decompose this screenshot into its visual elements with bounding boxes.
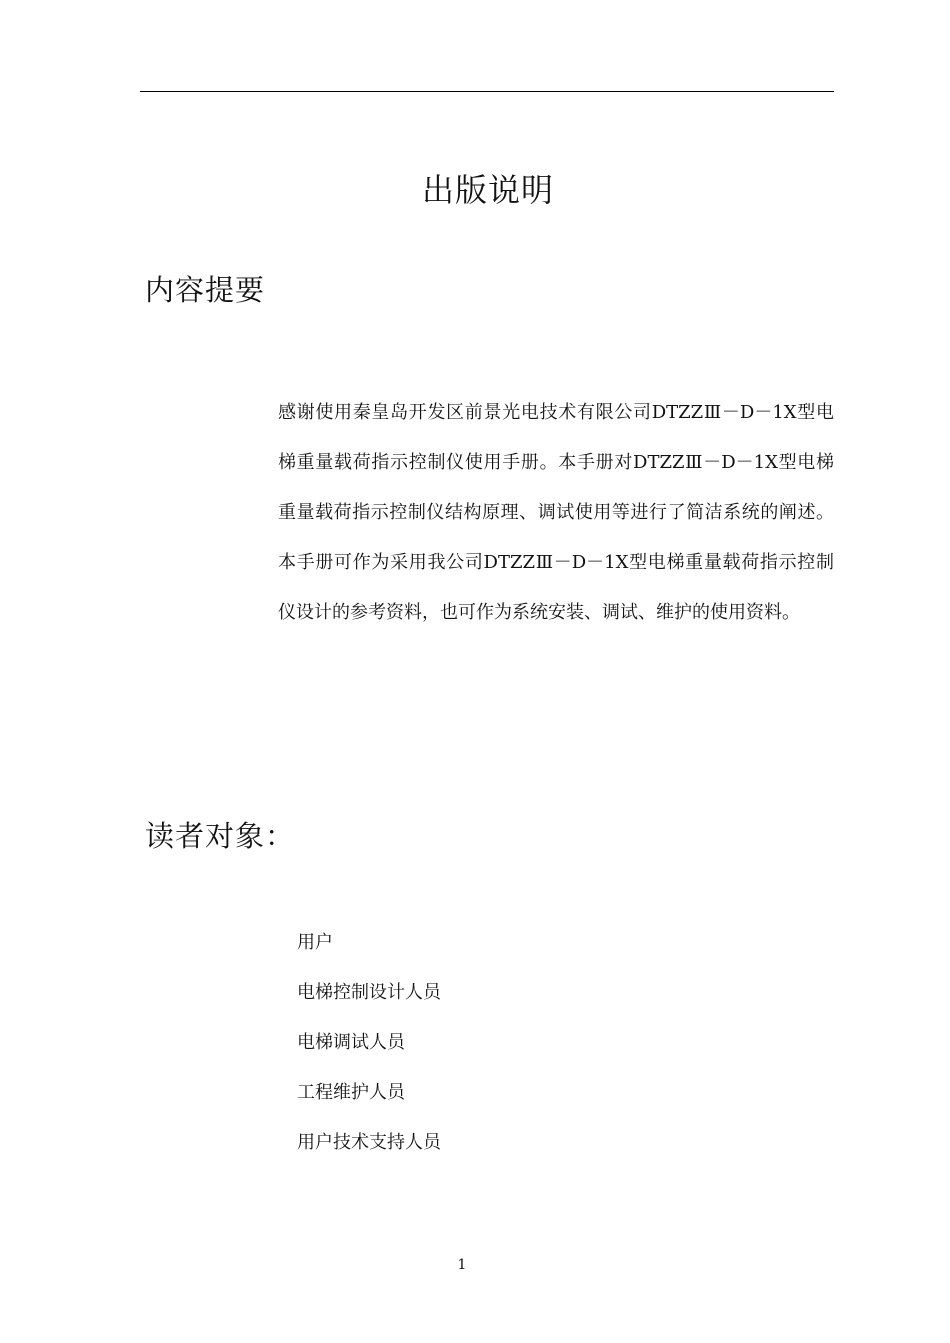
- readers-heading: 读者对象：: [145, 819, 296, 853]
- list-item: 电梯控制设计人员: [297, 982, 441, 1003]
- list-item: 电梯调试人员: [297, 1032, 405, 1053]
- page-title: 出版说明: [421, 171, 554, 209]
- summary-heading: 内容提要: [145, 273, 266, 307]
- header-rule: [140, 91, 834, 92]
- readers-list: [297, 918, 441, 1168]
- summary-paragraph: 感谢使用秦皇岛开发区前景光电技术有限公司DTZZⅢ－D－1X型电梯重量载荷指示控制仪使用手册。本手册对DTZZⅢ－D－1X型电梯重量载荷指示控制仪结构原理、调试使用等进行了简洁系统的阐述。本手册可作为采用我公司DTZZⅢ－D－1X型电梯重量载荷指示控制仪设计的参考资料，也可作为系统安装、调试、维护的使用资料。: [278, 402, 834, 623]
- list-item: 工程维护人员: [297, 1082, 405, 1103]
- page-number: 1: [457, 1257, 467, 1273]
- list-item: 用户技术支持人员: [297, 1132, 441, 1153]
- list-item: 用户: [297, 932, 333, 953]
